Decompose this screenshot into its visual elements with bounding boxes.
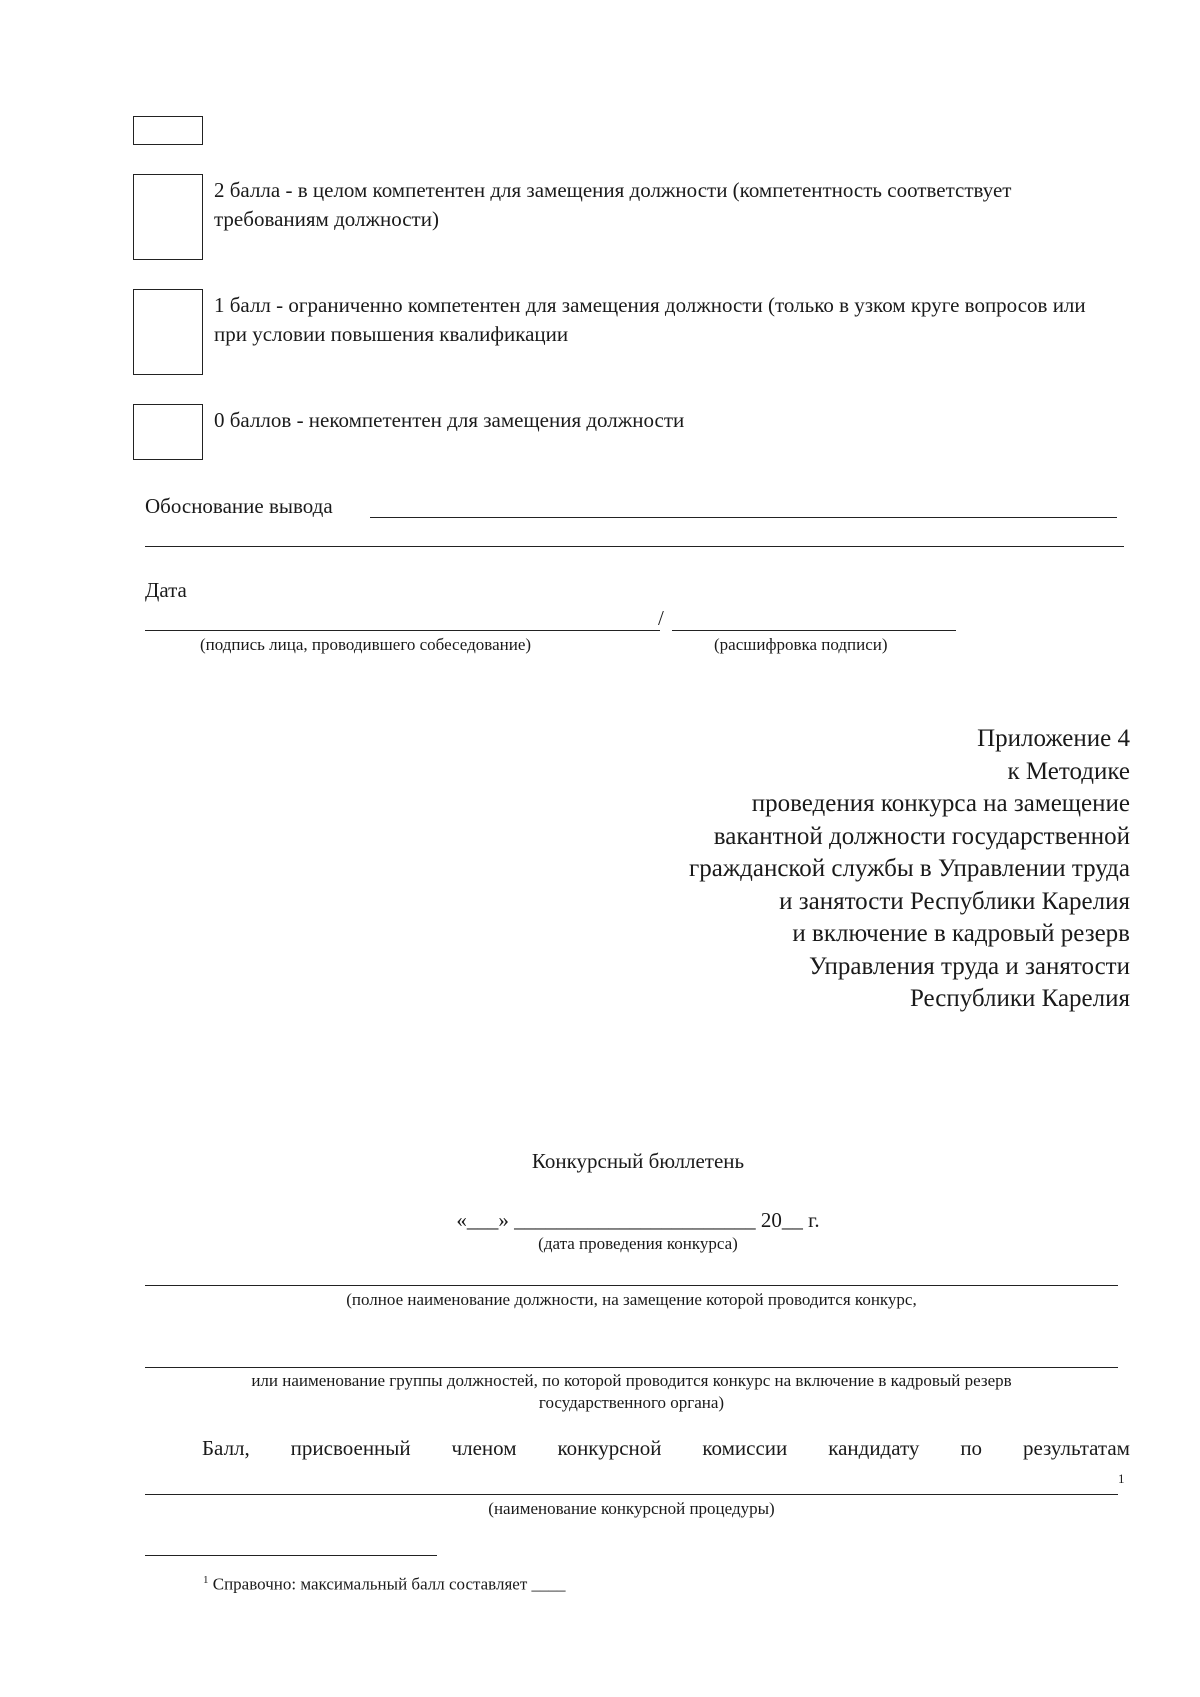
score-word: конкурсной: [557, 1436, 662, 1460]
position-name-caption: (полное наименование должности, на замещение которой проводится конкурс,: [346, 1290, 917, 1309]
score-word: присвоенный: [290, 1436, 411, 1460]
ballot-date-caption: (дата проведения конкурса): [538, 1234, 738, 1253]
appendix-header: [500, 723, 1130, 1016]
signature-caption: (подпись лица, проводившего собеседование): [200, 635, 532, 654]
appendix-line: проведения конкурса на замещение: [751, 790, 1130, 817]
signature-decryption-caption: (расшифровка подписи): [714, 635, 888, 654]
appendix-line: Республики Карелия: [909, 985, 1130, 1012]
option-checkbox-empty[interactable]: [133, 116, 203, 145]
ballot-title: Конкурсный бюллетень: [531, 1149, 745, 1173]
score-statement: [202, 1434, 1130, 1463]
appendix-line: и занятости Республики Карелия: [779, 887, 1130, 915]
appendix-line: вакантной должности государственной: [713, 822, 1130, 850]
score-word: по: [960, 1436, 983, 1460]
signature-decryption-line[interactable]: [672, 630, 956, 631]
procedure-name-caption: (наименование конкурсной процедуры): [488, 1499, 775, 1518]
signature-line[interactable]: [145, 630, 660, 631]
position-name-line[interactable]: [145, 1285, 1118, 1286]
appendix-line: и включение в кадровый резерв: [792, 920, 1130, 947]
score-word: комиссии: [702, 1436, 788, 1460]
group-name-caption-line-2: государственного органа): [538, 1393, 725, 1412]
option-checkbox-2-points[interactable]: [133, 174, 203, 260]
option-text-0-points: 0 баллов - некомпетентен для замещения должности: [214, 408, 685, 432]
justification-label: Обоснование вывода: [145, 494, 333, 518]
footnote-separator: [145, 1555, 437, 1556]
appendix-line: гражданской службы в Управлении труда: [689, 855, 1130, 882]
option-text-1-point: 1 балл - ограниченно компетентен для замещения должности (только в узком круге вопросов или при условии повышения квалификации: [214, 293, 1086, 346]
option-checkbox-1-point[interactable]: [133, 289, 203, 375]
score-word: кандидату: [828, 1436, 920, 1460]
group-name-caption: [145, 1370, 1118, 1414]
appendix-line: к Методике: [1007, 757, 1130, 785]
option-checkbox-0-points[interactable]: [133, 404, 203, 460]
justification-line-2[interactable]: [145, 546, 1124, 547]
score-word: членом: [451, 1436, 517, 1460]
group-name-line[interactable]: [145, 1367, 1118, 1368]
footnote-text: Справочно: максимальный балл составляет ____: [212, 1574, 566, 1594]
footnote-mark: 1: [203, 1574, 209, 1586]
score-word: Балл,: [202, 1436, 250, 1460]
option-text-2-points: 2 балла - в целом компетентен для замещения должности (компетентность соответствует требованиям должности): [214, 178, 1012, 231]
ballot-date-line[interactable]: «___» _______________________ 20__ г.: [456, 1208, 820, 1232]
date-label: Дата: [145, 578, 187, 602]
signature-slash: /: [658, 606, 664, 630]
appendix-line: Приложение 4: [977, 725, 1130, 752]
justification-line-1[interactable]: [370, 517, 1117, 518]
procedure-name-line[interactable]: [145, 1494, 1118, 1495]
score-word: результатам: [1022, 1436, 1130, 1460]
group-name-caption-line-1: или наименование группы должностей, по которой проводится конкурс на включение в кадровый резерв: [251, 1371, 1012, 1390]
footnote-reference[interactable]: 1: [1118, 1471, 1125, 1486]
appendix-line: Управления труда и занятости: [808, 952, 1130, 980]
footnote: [203, 1569, 566, 1596]
